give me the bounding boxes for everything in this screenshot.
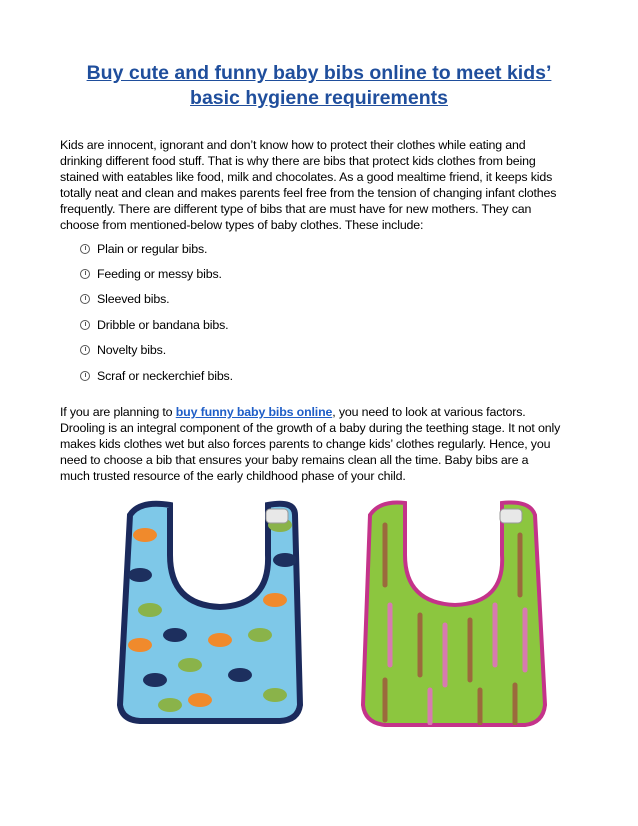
intro-line: Kids are innocent, ignorant and don’t know how to protect their clothes while eating and (60, 138, 526, 152)
list-item-label: Feeding or messy bibs. (97, 267, 222, 282)
list-item (80, 261, 233, 286)
list-item-label: Dribble or bandana bibs. (97, 317, 229, 332)
intro-paragraph (60, 137, 580, 233)
clock-bullet-icon (80, 244, 90, 254)
clock-bullet-icon (80, 320, 90, 330)
document-title (40, 61, 598, 111)
intro-line: drinking different food stuff. That is why there are bibs that protect kids clothes from being (60, 154, 536, 168)
factors-line-1: If you are planning to buy funny baby bibs online, you need to look at various factors. (60, 405, 526, 419)
giraffe-bib-image (363, 503, 545, 726)
bibs-photo (100, 495, 560, 745)
factors-line: makes kids clothes wet but also forces parents to change kids’ clothes regularly. Hence, you (60, 437, 551, 451)
clock-bullet-icon (80, 269, 90, 279)
intro-line: stained with eatables like food, milk and chocolates. As a good mealtime friend, it keeps kids (60, 170, 553, 184)
intro-line: frequently. There are different type of bibs that are must have for new mothers. They can (60, 202, 532, 216)
list-item (80, 312, 233, 337)
factors-line: need to choose a bib that ensures your baby remains clean all the time. Baby bibs are a (60, 453, 529, 467)
list-item (80, 338, 233, 363)
list-item (80, 363, 233, 388)
title-line-1: Buy cute and funny baby bibs online to meet kids’ (86, 62, 552, 84)
factors-line: much trusted resource of the early childhood phase of your child. (60, 469, 406, 483)
factors-line: Drooling is an integral component of the growth of a baby during the teething stage. It not only (60, 421, 561, 435)
list-item (80, 236, 233, 261)
factors-paragraph (60, 404, 580, 484)
intro-line: choose from mentioned-below types of baby clothes. These include: (60, 218, 424, 232)
intro-line: totally neat and clean and makes parents feel free from the tension of changing infant clothes (60, 186, 557, 200)
list-item-label: Sleeved bibs. (97, 292, 170, 307)
list-item-label: Plain or regular bibs. (97, 241, 208, 256)
title-line-2: basic hygiene requirements (190, 87, 448, 109)
clock-bullet-icon (80, 371, 90, 381)
list-item-label: Scraf or neckerchief bibs. (97, 368, 233, 383)
clock-bullet-icon (80, 345, 90, 355)
list-item (80, 287, 233, 312)
bib-types-list (80, 236, 233, 388)
whale-bib-image (120, 504, 300, 721)
clock-bullet-icon (80, 294, 90, 304)
buy-bibs-link[interactable]: buy funny baby bibs online (175, 405, 333, 419)
list-item-label: Novelty bibs. (97, 343, 166, 358)
